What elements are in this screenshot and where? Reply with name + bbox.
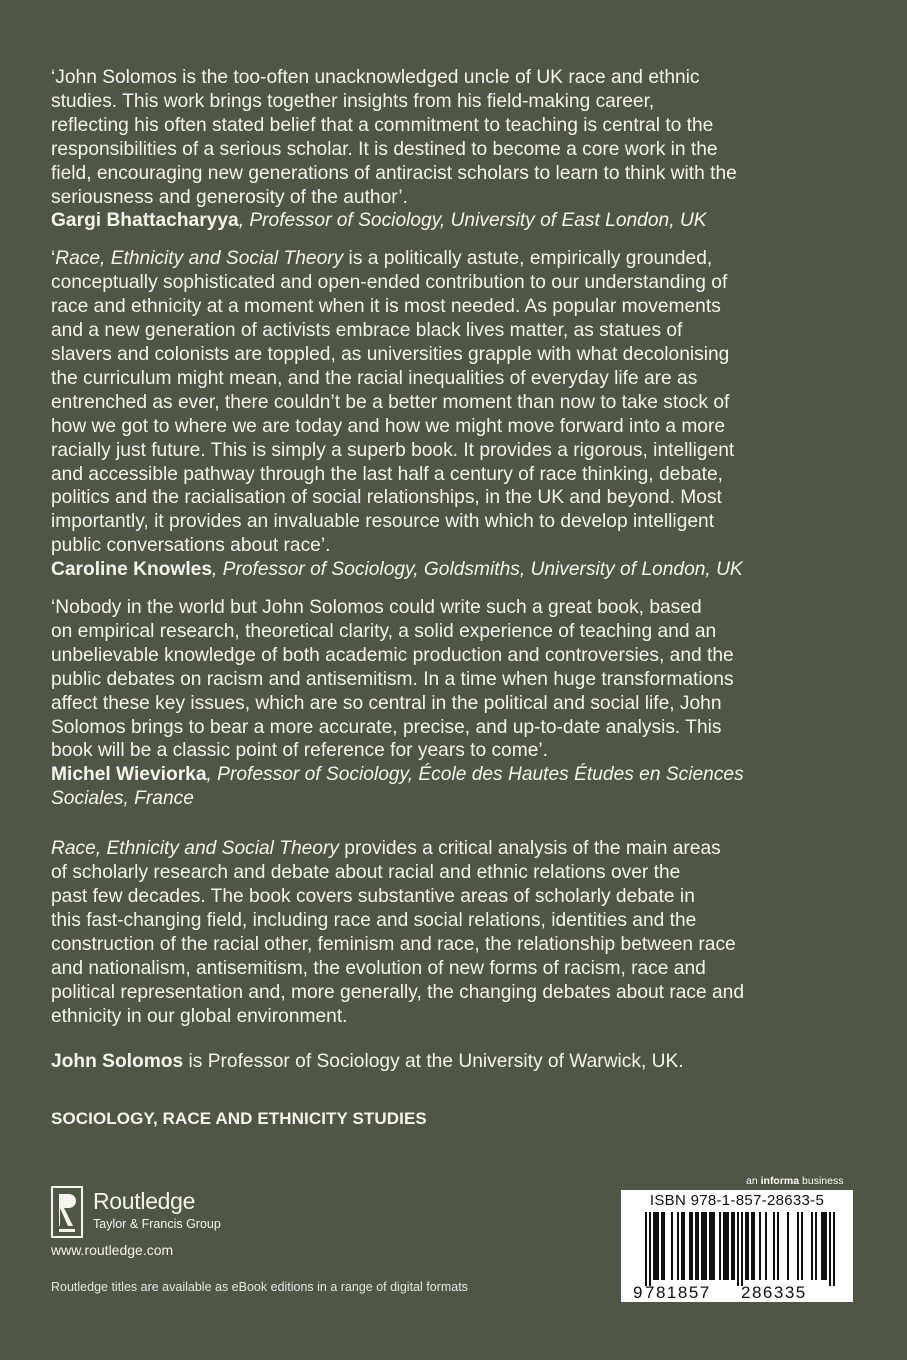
barcode-bar: [773, 1212, 775, 1280]
description-line: and nationalism, antisemitism, the evolution of new forms of racism, race and: [51, 957, 706, 979]
endorsement-1-line: reflecting his often stated belief that a commitment to teaching is central to the: [51, 114, 714, 136]
endorsement-1: [51, 66, 873, 233]
quote-mark: ‘: [51, 248, 56, 270]
description-line: political representation and, more generally, the changing debates about race and: [51, 981, 744, 1003]
publisher-group: Taylor & Francis Group: [93, 1217, 221, 1231]
endorsement-2-line: conceptually sophisticated and open-ended contribution to our understanding of: [51, 272, 728, 294]
description-line: past few decades. The book covers substantive areas of scholarly debate in: [51, 886, 695, 907]
ebook-note: Routledge titles are available as eBook editions in a range of digital formats: [51, 1280, 468, 1294]
author-bio-text: is Professor of Sociology at the University of Warwick, UK.: [183, 1051, 684, 1073]
barcode-bar: [745, 1212, 747, 1280]
endorser-name: Michel Wieviorka: [51, 764, 207, 786]
back-cover-text: [51, 66, 873, 1074]
subject-category: SOCIOLOGY, RACE AND ETHNICITY STUDIES: [51, 1109, 427, 1128]
endorsement-3-line: ‘Nobody in the world but John Solomos could write such a great book, based: [51, 597, 702, 619]
informa-bold: informa: [760, 1175, 800, 1187]
barcode-bar: [777, 1212, 779, 1280]
barcode-bar: [645, 1212, 647, 1286]
publisher-name: Routledge: [93, 1188, 196, 1214]
endorsement-2-attribution: [51, 558, 873, 582]
endorser-name: Gargi Bhattacharyya: [51, 210, 239, 232]
endorsement-2-line: and accessible pathway through the last half a century of race thinking, debate,: [51, 463, 723, 485]
endorser-affiliation: , Professor of Sociology, École des Hautes Études en Sciences: [206, 764, 744, 786]
endorsement-2-line: is a politically astute, empirically grounded,: [343, 248, 713, 270]
barcode-bar: [681, 1212, 683, 1280]
informa-prefix: an: [746, 1175, 761, 1187]
barcode-bar: [649, 1212, 651, 1286]
endorsement-2-line: racially just future. This is simply a superb book. It provides a rigorous, intelligent: [51, 439, 735, 461]
endorsement-3-line: book will be a classic point of reference for years to come’.: [51, 740, 548, 762]
barcode-bar: [713, 1212, 715, 1280]
author-bio: [51, 1050, 873, 1074]
barcode-digits-right: 286335: [741, 1283, 807, 1302]
book-title-italic: Race, Ethnicity and Social Theory: [51, 838, 339, 860]
endorsement-3-attribution: [51, 763, 873, 787]
barcode-bar: [689, 1212, 691, 1280]
barcode-digits-left: 781857: [645, 1283, 711, 1302]
endorsement-2-line: politics and the racialisation of social relationships, in the UK and beyond. Most: [51, 487, 722, 509]
endorser-name: Caroline Knowles: [51, 559, 212, 581]
endorsement-3-line: Solomos brings to bear a more accurate, precise, and up-to-date analysis. This: [51, 716, 722, 738]
barcode-bar: [703, 1212, 705, 1280]
barcode-bar: [691, 1212, 693, 1280]
barcode-bar: [821, 1212, 823, 1280]
barcode-bar: [663, 1212, 665, 1280]
barcode-bar: [677, 1212, 679, 1280]
book-description: [51, 837, 873, 1028]
barcode-bar: [725, 1212, 727, 1280]
barcode-bar: [833, 1212, 835, 1286]
barcode-digit-lead: 9: [633, 1283, 643, 1302]
isbn-label: ISBN 978-1-857-28633-5: [649, 1192, 825, 1209]
barcode-bar: [705, 1212, 707, 1280]
barcode-bar: [661, 1212, 663, 1280]
endorser-affiliation: , Professor of Sociology, University of East London, UK: [238, 210, 707, 232]
barcode-bar: [655, 1212, 657, 1280]
description-line: of scholarly research and debate about racial and ethnic relations over the: [51, 862, 681, 884]
barcode-bar: [653, 1212, 655, 1280]
description-line: provides a critical analysis of the main areas: [338, 838, 721, 860]
endorsement-1-line: ‘John Solomos is the too-often unacknowledged uncle of UK race and ethnic: [51, 67, 700, 88]
barcode-bar: [741, 1212, 743, 1286]
barcode-bar: [701, 1212, 703, 1280]
endorsement-2: [51, 247, 873, 582]
barcode-bar: [695, 1212, 697, 1280]
barcode-bar: [825, 1212, 827, 1280]
barcode-bar: [765, 1212, 767, 1280]
endorsement-1-line: seriousness and generosity of the author’.: [51, 186, 408, 208]
endorsement-3-attribution-cont: [51, 787, 873, 811]
endorsement-2-line: the curriculum might mean, and the racial inequalities of everyday life are as: [51, 367, 698, 389]
barcode-bar: [823, 1212, 825, 1280]
endorsement-2-line: race and ethnicity at a moment when it is most needed. As popular movements: [51, 296, 721, 318]
endorsement-3: [51, 596, 873, 811]
endorsement-2-line: how we got to where we are today and how we might move forward into a more: [51, 415, 726, 437]
informa-tagline: [746, 1175, 843, 1187]
barcode-bar: [683, 1212, 685, 1280]
barcode-bar: [731, 1212, 733, 1280]
barcode-bar: [787, 1212, 789, 1280]
endorsement-2-line: public conversations about race’.: [51, 535, 331, 557]
routledge-logo-icon: [51, 1186, 83, 1238]
endorsement-3-line: affect these key issues, which are so central in the political and social life, John: [51, 692, 722, 714]
author-name: John Solomos: [51, 1051, 184, 1073]
endorsement-1-attribution: [51, 209, 873, 233]
barcode-bar: [733, 1212, 735, 1280]
description-line: construction of the racial other, feminism and race, the relationship between race: [51, 933, 736, 955]
endorsement-1-line: field, encouraging new generations of antiracist scholars to learn to think with the: [51, 162, 737, 184]
publisher-logo: [51, 1186, 311, 1246]
barcode-bar: [723, 1212, 725, 1280]
barcode-bar: [709, 1212, 711, 1280]
endorsement-3-line: on empirical research, theoretical clarity, a solid experience of teaching and an: [51, 620, 717, 642]
barcode-bar: [797, 1212, 799, 1280]
endorsement-2-line: and a new generation of activists embrace black lives matter, as statues of: [51, 320, 683, 342]
barcode-bar: [719, 1212, 721, 1280]
description-first-line: [51, 837, 873, 861]
barcode-bar: [697, 1212, 699, 1280]
barcode-bar: [753, 1212, 755, 1280]
book-title-italic: Race, Ethnicity and Social Theory: [55, 248, 344, 270]
endorser-affiliation: Sociales, France: [51, 788, 194, 810]
endorsement-3-line: public debates on racism and antisemitism. In a time when huge transformations: [51, 668, 734, 690]
isbn-barcode: [621, 1190, 853, 1302]
barcode-bar: [711, 1212, 713, 1280]
description-line: this fast-changing field, including race and social relations, identities and the: [51, 909, 697, 931]
barcode-bar: [815, 1212, 817, 1280]
endorsement-3-line: unbelievable knowledge of both academic production and controversies, and the: [51, 644, 734, 666]
barcode-bar: [801, 1212, 803, 1280]
barcode-bar: [671, 1212, 673, 1280]
barcode-bar: [747, 1212, 749, 1280]
barcode-bar: [727, 1212, 729, 1280]
endorsement-2-line: slavers and colonists are toppled, as universities grapple with what decolonising: [51, 343, 730, 365]
barcode-bar: [759, 1212, 761, 1280]
barcode-bars: [645, 1212, 835, 1286]
endorsement-2-first-line: [51, 247, 873, 271]
barcode-bar: [751, 1212, 753, 1280]
endorsement-1-line: responsibilities of a serious scholar. It is destined to become a core work in the: [51, 138, 718, 160]
endorsement-2-line: importantly, it provides an invaluable resource with which to develop intelligent: [51, 511, 715, 533]
barcode-bar: [829, 1212, 831, 1286]
informa-suffix: business: [799, 1175, 844, 1187]
endorsement-1-line: studies. This work brings together insights from his field-making career,: [51, 90, 655, 112]
barcode-bar: [657, 1212, 659, 1280]
endorsement-2-line: entrenched as ever, there couldn’t be a better moment than now to take stock of: [51, 391, 730, 413]
barcode-bar: [811, 1212, 813, 1280]
description-line: ethnicity in our global environment.: [51, 1005, 348, 1027]
endorser-affiliation: , Professor of Sociology, Goldsmiths, University of London, UK: [212, 559, 743, 581]
barcode-bar: [737, 1212, 739, 1286]
barcode-graphic: [621, 1190, 853, 1302]
publisher-website[interactable]: www.routledge.com: [51, 1242, 174, 1258]
